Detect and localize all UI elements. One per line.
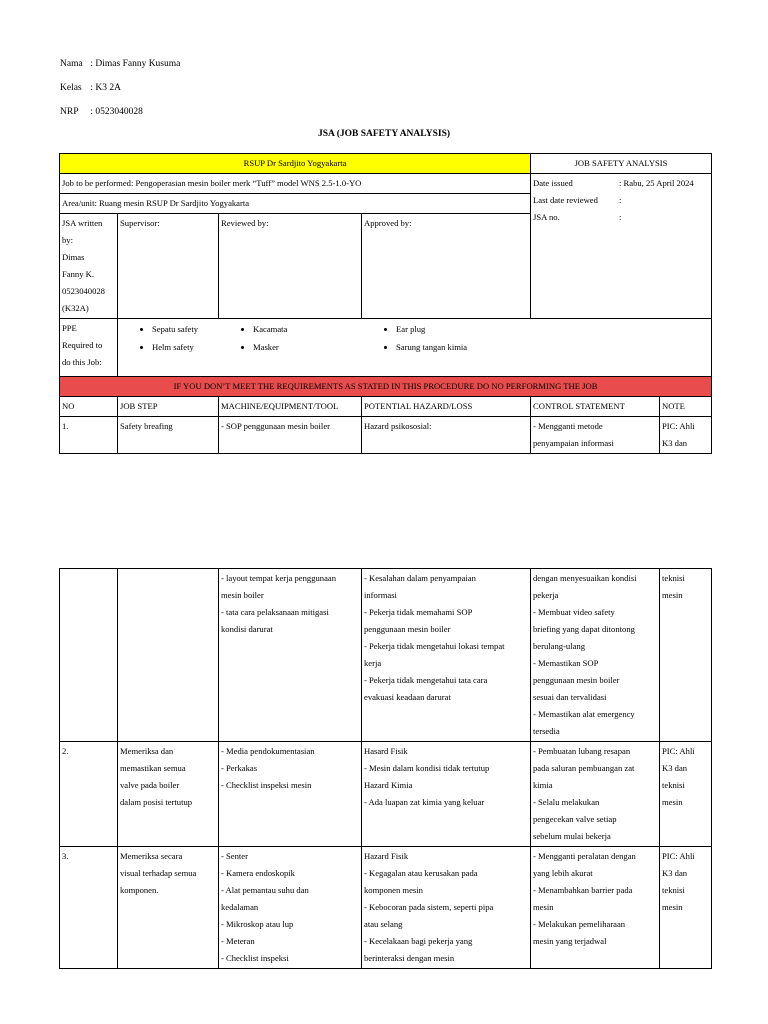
row-note-line: K3 dan bbox=[662, 763, 688, 773]
written-by-line: JSA written bbox=[62, 218, 103, 228]
row-control-line: mesin yang terjadwal bbox=[533, 936, 607, 946]
row-equipment-line: kedalaman bbox=[221, 902, 259, 912]
jsa-no-label: JSA no. bbox=[533, 212, 560, 222]
jsa-written-by-cell bbox=[60, 214, 118, 319]
row-job-step: Safety breafing bbox=[118, 417, 219, 454]
date-issued-row bbox=[533, 175, 709, 192]
row-control-line: - Pembuatan lubang resapan bbox=[533, 746, 631, 756]
row-control-line: - Mengganti peralatan dengan bbox=[533, 851, 636, 861]
row-hazard-line: komponen mesin bbox=[364, 885, 423, 895]
student-class bbox=[60, 83, 121, 93]
jsa-header-table bbox=[59, 153, 712, 454]
row-hazard-line: evakuasi keadaan darurat bbox=[364, 692, 451, 702]
row-control-line: kimia bbox=[533, 780, 553, 790]
nrp-value: : 0523040028 bbox=[90, 107, 143, 117]
date-issued-label: Date issued bbox=[533, 178, 573, 188]
row-control-line: - Melakukan pemeliharaan bbox=[533, 919, 626, 929]
ppe-list-1 bbox=[120, 320, 221, 356]
ppe-list-2 bbox=[221, 320, 364, 356]
row-equipment-line: kondisi darurat bbox=[221, 624, 273, 634]
approved-by-cell: Approved by: bbox=[362, 214, 531, 319]
row-control-line: pengecekan valve setiap bbox=[533, 814, 617, 824]
row-hazard-line: - Pekerja tidak mengetahui lokasi tempat bbox=[364, 641, 505, 651]
requirements-warning: IF YOU DON’T MEET THE REQUIREMENTS AS STATED IN THIS PROCEDURE DO NO PERFORMING THE JOB bbox=[60, 377, 712, 397]
row-control-line: berulang-ulang bbox=[533, 641, 586, 651]
row-job-step bbox=[118, 847, 219, 969]
row-job-step-line: dalam posisi tertutup bbox=[120, 797, 193, 807]
row-note-line: mesin bbox=[662, 902, 683, 912]
row-hazard-line: - Pekerja tidak memahami SOP bbox=[364, 607, 473, 617]
written-by-line: (K32A) bbox=[62, 303, 89, 313]
column-header-no: NO bbox=[60, 397, 118, 417]
reviewed-by-cell: Reviewed by: bbox=[219, 214, 362, 319]
row-note-line: PIC: Ahli bbox=[662, 746, 695, 756]
column-header-job-step: JOB STEP bbox=[118, 397, 219, 417]
row-control-line: tersedia bbox=[533, 726, 560, 736]
class-value: : K3 2A bbox=[90, 83, 121, 93]
note-line: PIC: Ahli bbox=[662, 421, 695, 431]
row-control-line: penggunaan mesin boiler bbox=[533, 675, 620, 685]
date-issued-value: : Rabu, 25 April 2024 bbox=[619, 178, 694, 188]
jsa-meta-cell bbox=[531, 174, 712, 319]
row-hazard-line: - Pekerja tidak mengetahui tata cara bbox=[364, 675, 488, 685]
row-no: 3. bbox=[60, 847, 118, 969]
ppe-item: • Helm safety bbox=[152, 338, 221, 356]
row-equipment bbox=[219, 569, 362, 742]
ppe-item: • Sepatu safety bbox=[152, 320, 221, 338]
row-hazard: Hazard psikososial: bbox=[362, 417, 531, 454]
row-control-line: - Membuat video safety bbox=[533, 607, 615, 617]
row-no bbox=[60, 569, 118, 742]
written-by-line: by: bbox=[62, 235, 73, 245]
row-hazard-line: Hazard Fisik bbox=[364, 851, 409, 861]
column-header-hazard: POTENTIAL HAZARD/LOSS bbox=[362, 397, 531, 417]
row-hazard-line: - Kecelakaan bagi pekerja yang bbox=[364, 936, 473, 946]
row-hazard-line: atau selang bbox=[364, 919, 403, 929]
row-hazard-line: informasi bbox=[364, 590, 397, 600]
organization-cell: RSUP Dr Sardjito Yogyakarta bbox=[60, 154, 531, 174]
ppe-label-line: Required to bbox=[62, 340, 103, 350]
row-job-step-line: Memeriksa dan bbox=[120, 746, 174, 756]
table-row bbox=[60, 742, 712, 847]
column-header-equipment: MACHINE/EQUIPMENT/TOOL bbox=[219, 397, 362, 417]
ppe-list-3 bbox=[364, 320, 556, 356]
row-equipment bbox=[219, 847, 362, 969]
row-equipment-line: - Mikroskop atau lup bbox=[221, 919, 294, 929]
row-equipment-line: - tata cara pelaksanaan mitigasi bbox=[221, 607, 329, 617]
row-equipment-line: mesin boiler bbox=[221, 590, 264, 600]
control-line: penyampaian informasi bbox=[533, 438, 614, 448]
jsa-title-cell: JOB SAFETY ANALYSIS bbox=[531, 154, 712, 174]
row-control-line: - Menambahkan barrier pada bbox=[533, 885, 633, 895]
row-equipment-line: - Meteran bbox=[221, 936, 255, 946]
row-control-line: sesuai dan tervalidasi bbox=[533, 692, 607, 702]
row-control-line: - Memastikan alat emergency bbox=[533, 709, 635, 719]
row-note-line: teknisi bbox=[662, 780, 685, 790]
table-row bbox=[60, 847, 712, 969]
ppe-item: • Kacamata bbox=[253, 320, 364, 338]
ppe-label-line: do this Job: bbox=[62, 357, 102, 367]
row-note bbox=[660, 569, 712, 742]
area-unit-cell: Area/unit: Ruang mesin RSUP Dr Sardjito Yogyakarta bbox=[60, 194, 531, 214]
written-by-line: 0523040028 bbox=[62, 286, 105, 296]
column-header-note: NOTE bbox=[660, 397, 712, 417]
row-control bbox=[531, 569, 660, 742]
written-by-line: Fanny K. bbox=[62, 269, 94, 279]
row-equipment-line: - layout tempat kerja penggunaan bbox=[221, 573, 337, 583]
written-by-line: Dimas bbox=[62, 252, 85, 262]
ppe-item: • Sarung tangan kimia bbox=[396, 338, 556, 356]
ppe-item: • Masker bbox=[253, 338, 364, 356]
last-reviewed-value: : bbox=[619, 195, 622, 205]
ppe-item: • Ear plug bbox=[396, 320, 556, 338]
row-control-line: briefing yang dapat ditontong bbox=[533, 624, 635, 634]
row-hazard-line: penggunaan mesin boiler bbox=[364, 624, 451, 634]
row-hazard-line: kerja bbox=[364, 658, 382, 668]
row-hazard-line: Hazard Kimia bbox=[364, 780, 413, 790]
row-hazard bbox=[362, 742, 531, 847]
row-no: 2. bbox=[60, 742, 118, 847]
row-hazard bbox=[362, 569, 531, 742]
note-line: K3 dan bbox=[662, 438, 688, 448]
row-hazard-line: berinteraksi dengan mesin bbox=[364, 953, 455, 963]
row-note bbox=[660, 742, 712, 847]
row-control-line: - Selalu melakukan bbox=[533, 797, 600, 807]
row-note bbox=[660, 847, 712, 969]
row-equipment-line: - Alat pemantau suhu dan bbox=[221, 885, 309, 895]
control-line: - Mengganti metode bbox=[533, 421, 603, 431]
row-note-line: mesin bbox=[662, 590, 683, 600]
row-control-line: sebelum mulai bekerja bbox=[533, 831, 611, 841]
ppe-label-line: PPE bbox=[62, 323, 77, 333]
row-note-line: K3 dan bbox=[662, 868, 688, 878]
row-hazard-line: - Ada luapan zat kimia yang keluar bbox=[364, 797, 485, 807]
class-label: Kelas bbox=[60, 83, 82, 93]
row-hazard-line: - Kebocoran pada sistem, seperti pipa bbox=[364, 902, 494, 912]
row-job-step bbox=[118, 742, 219, 847]
jsa-no-row bbox=[533, 209, 709, 226]
table-row bbox=[60, 569, 712, 742]
row-equipment-line: - Perkakas bbox=[221, 763, 258, 773]
row-hazard-line: - Kegagalan atau kerusakan pada bbox=[364, 868, 478, 878]
row-no: 1. bbox=[60, 417, 118, 454]
ppe-label-cell bbox=[60, 319, 118, 377]
row-job-step-line: visual terhadap semua bbox=[120, 868, 197, 878]
nrp-label: NRP bbox=[60, 107, 79, 117]
row-control-line: yang lebih akurat bbox=[533, 868, 593, 878]
row-hazard-line: - Kesalahan dalam penyampaian bbox=[364, 573, 476, 583]
name-label: Nama bbox=[60, 59, 83, 69]
row-job-step-line: valve pada boiler bbox=[120, 780, 180, 790]
row-equipment bbox=[219, 742, 362, 847]
supervisor-cell: Supervisor: bbox=[118, 214, 219, 319]
row-control bbox=[531, 847, 660, 969]
row-control bbox=[531, 742, 660, 847]
row-job-step-line: Memeriksa secara bbox=[120, 851, 183, 861]
student-nrp bbox=[60, 107, 143, 117]
name-value: : Dimas Fanny Kusuma bbox=[90, 59, 181, 69]
column-header-control: CONTROL STATEMENT bbox=[531, 397, 660, 417]
document-title: JSA (JOB SAFETY ANALYSIS) bbox=[317, 129, 451, 139]
row-control bbox=[531, 417, 660, 454]
row-control-line: pekerja bbox=[533, 590, 559, 600]
job-to-perform-cell: Job to be performed: Pengoperasian mesin boiler merk “Tuff” model WNS 2.5-1.0-YO bbox=[60, 174, 531, 194]
row-equipment-line: - Kamera endoskopik bbox=[221, 868, 295, 878]
row-control-line: pada saluran pembuangan zat bbox=[533, 763, 635, 773]
student-name bbox=[60, 59, 180, 69]
last-reviewed-row bbox=[533, 192, 709, 209]
row-equipment-line: - Senter bbox=[221, 851, 248, 861]
row-job-step-line: komponen. bbox=[120, 885, 159, 895]
row-note-line: PIC: Ahli bbox=[662, 851, 695, 861]
row-note bbox=[660, 417, 712, 454]
jsa-no-value: : bbox=[619, 212, 622, 222]
jsa-continuation-table bbox=[59, 568, 712, 969]
row-equipment-line: - Checklist inspeksi mesin bbox=[221, 780, 312, 790]
row-note-line: teknisi bbox=[662, 885, 685, 895]
row-hazard-line: Hasard Fisik bbox=[364, 746, 408, 756]
row-note-line: teknisi bbox=[662, 573, 685, 583]
row-equipment-line: - Checklist inspeksi bbox=[221, 953, 289, 963]
row-control-line: mesin bbox=[533, 902, 554, 912]
row-control-line: dengan menyesuaikan kondisi bbox=[533, 573, 637, 583]
row-hazard bbox=[362, 847, 531, 969]
ppe-items-cell bbox=[118, 319, 712, 377]
row-note-line: mesin bbox=[662, 797, 683, 807]
row-job-step-line: memastikan semua bbox=[120, 763, 186, 773]
row-control-line: - Memastikan SOP bbox=[533, 658, 599, 668]
row-job-step bbox=[118, 569, 219, 742]
row-equipment: - SOP penggunaan mesin boiler bbox=[219, 417, 362, 454]
row-hazard-line: - Mesin dalam kondisi tidak tertutup bbox=[364, 763, 490, 773]
row-equipment-line: - Media pendokumentasian bbox=[221, 746, 315, 756]
last-reviewed-label: Last date reviewed bbox=[533, 195, 598, 205]
